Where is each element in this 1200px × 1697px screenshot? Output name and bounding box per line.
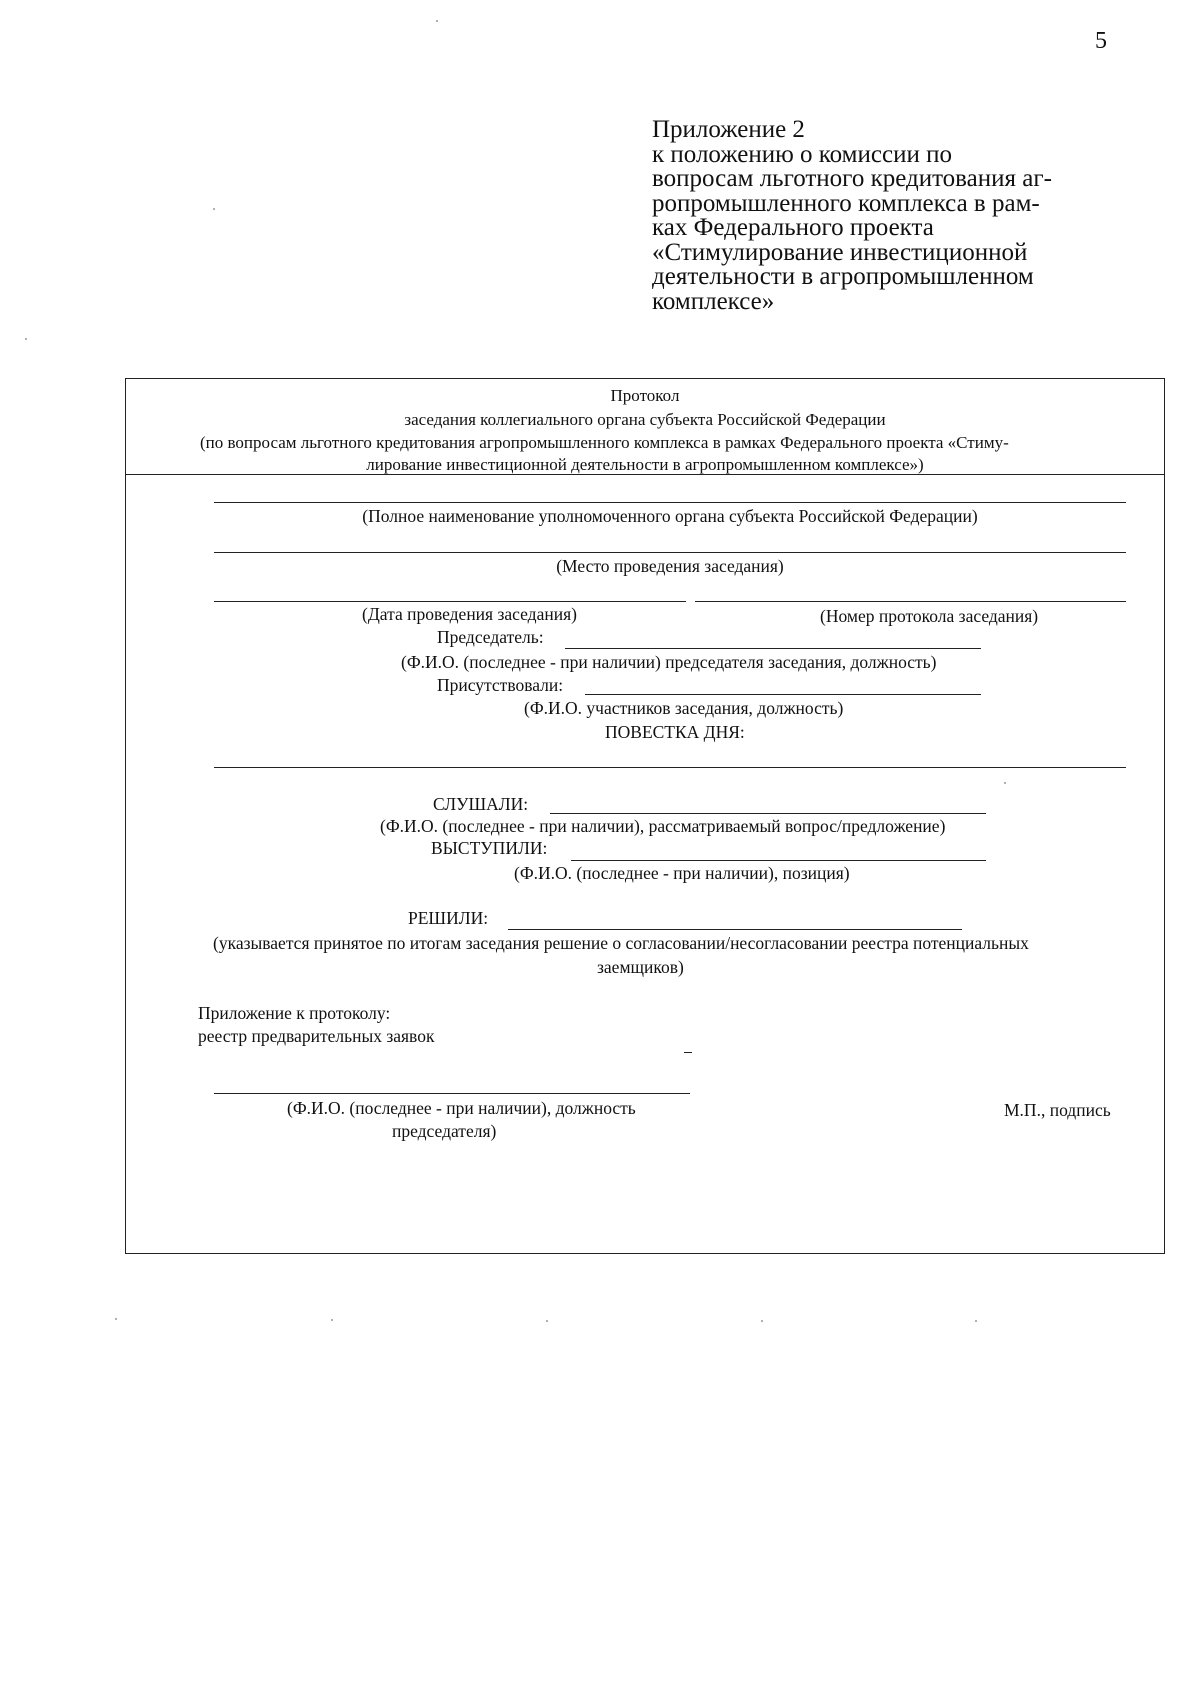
protocol-scope-line1: (по вопросам льготного кредитования агропромышленного комплекса в рамках Федерального проекта «Стиму- [200, 433, 1009, 452]
stamp-caption: М.П., подпись [1004, 1100, 1111, 1120]
date-fill-line[interactable] [214, 601, 686, 602]
decided-caption-line2: заемщиков) [597, 957, 684, 977]
appendix-line: к положению о комиссии по [652, 140, 952, 168]
appendix-line: комплексе» [652, 287, 775, 315]
decided-label: РЕШИЛИ: [408, 908, 489, 928]
present-label: Присутствовали: [437, 675, 564, 695]
spoke-label: ВЫСТУПИЛИ: [431, 838, 548, 858]
spoke-caption: (Ф.И.О. (последнее - при наличии), позиция) [514, 863, 850, 883]
decided-fill-line[interactable] [508, 929, 962, 930]
chair-label: Председатель: [437, 627, 544, 647]
number-caption: (Номер протокола заседания) [820, 606, 1039, 626]
scan-speck [436, 20, 438, 22]
agenda-fill-line[interactable] [214, 767, 1126, 768]
scan-speck [25, 338, 27, 340]
date-caption: (Дата проведения заседания) [362, 604, 577, 624]
decided-caption-line1: (указывается принятое по итогам заседания решение о согласовании/несогласовании реестра потенциальных [213, 933, 1029, 953]
attachment-item: реестр предварительных заявок [198, 1026, 435, 1046]
stray-dash [684, 1052, 692, 1053]
scan-speck [115, 1318, 117, 1320]
protocol-subtitle: заседания коллегиального органа субъекта Российской Федерации [404, 410, 886, 429]
scan-speck [331, 1319, 333, 1321]
number-fill-line[interactable] [695, 601, 1126, 602]
chair-caption: (Ф.И.О. (последнее - при наличии) председателя заседания, должность) [401, 652, 937, 672]
scan-speck [761, 1320, 763, 1322]
page-number: 5 [1095, 28, 1107, 54]
authority-caption: (Полное наименование уполномоченного органа субъекта Российской Федерации) [362, 506, 978, 526]
place-caption: (Место проведения заседания) [556, 556, 784, 576]
protocol-title: Протокол [610, 386, 680, 405]
appendix-line: Приложение 2 [652, 116, 805, 143]
signatory-caption-line2: председателя) [392, 1121, 497, 1141]
agenda-label: ПОВЕСТКА ДНЯ: [605, 722, 745, 742]
scan-speck [213, 208, 215, 210]
protocol-scope-line2: лирование инвестиционной деятельности в агропромышленном комплексе») [366, 455, 924, 474]
scan-speck [1004, 782, 1006, 784]
heard-label: СЛУШАЛИ: [433, 794, 529, 814]
appendix-line: «Стимулирование инвестиционной [652, 238, 1028, 266]
heard-caption: (Ф.И.О. (последнее - при наличии), рассматриваемый вопрос/предложение) [380, 816, 946, 836]
signature-fill-line[interactable] [214, 1093, 690, 1094]
present-fill-line[interactable] [585, 694, 981, 695]
appendix-reference [652, 118, 1122, 314]
scan-speck [546, 1320, 548, 1322]
appendix-line: ропромышленного комплекса в рам- [652, 189, 1040, 217]
chair-fill-line[interactable] [565, 648, 981, 649]
scan-speck [975, 1320, 977, 1322]
appendix-line: вопросам льготного кредитования аг- [652, 165, 1052, 192]
present-caption: (Ф.И.О. участников заседания, должность) [524, 698, 844, 718]
spoke-fill-line[interactable] [571, 860, 986, 861]
appendix-line: деятельности в агропромышленном [652, 263, 1034, 290]
appendix-line: ках Федерального проекта [652, 214, 934, 241]
signatory-caption-line1: (Ф.И.О. (последнее - при наличии), должность [287, 1098, 636, 1118]
heard-fill-line[interactable] [550, 813, 986, 814]
place-fill-line[interactable] [214, 552, 1126, 553]
attachment-label: Приложение к протоколу: [198, 1003, 391, 1023]
authority-fill-line[interactable] [214, 502, 1126, 503]
